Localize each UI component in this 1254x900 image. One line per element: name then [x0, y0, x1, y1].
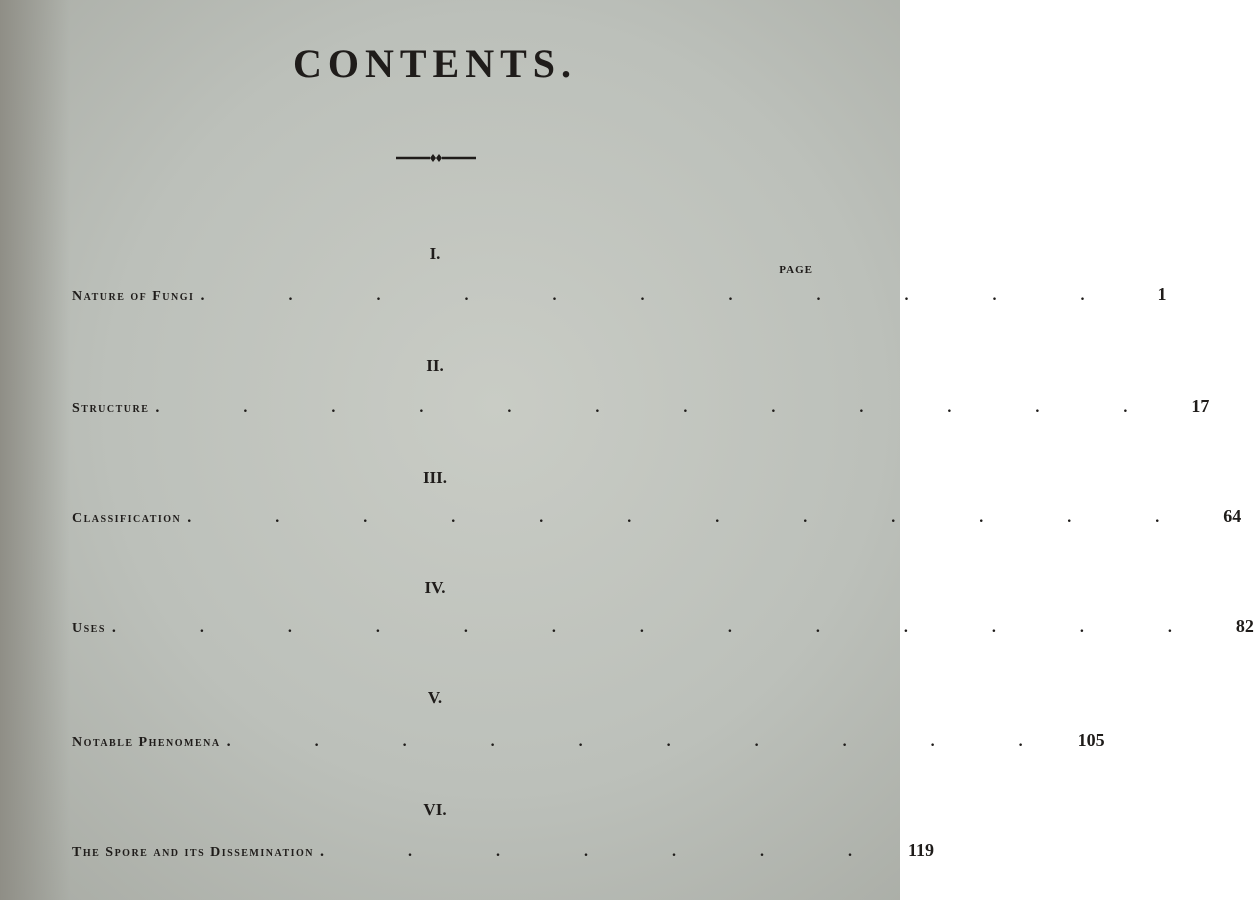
toc-page-number: 64: [1223, 506, 1242, 526]
chapter-numeral: III.: [422, 468, 448, 487]
toc-entry[interactable]: [72, 730, 1105, 754]
toc-entry[interactable]: [72, 616, 1254, 640]
toc-entry-title: Nature of Fungi: [72, 289, 195, 304]
toc-entry-title: Structure: [72, 401, 150, 416]
page-title: CONTENTS.: [292, 41, 578, 86]
chapter-numeral: V.: [427, 688, 443, 707]
toc-page-number: 105: [1077, 730, 1105, 750]
dot-leader: . . . . . . . . . .: [226, 733, 1063, 750]
dot-leader: . . . . . . . . . . . . .: [111, 619, 1212, 636]
toc-entry[interactable]: [72, 396, 1210, 420]
ornament-rule-icon: [396, 150, 476, 166]
dot-leader: . . . . . . . . . . .: [200, 287, 1125, 304]
toc-entry-title: The Spore and its Dissemination: [72, 845, 315, 860]
toc-page-number: 17: [1191, 396, 1210, 416]
toc-entry-title: Uses: [72, 621, 106, 636]
chapter-numeral: IV.: [424, 578, 446, 597]
chapter-numeral: II.: [426, 356, 444, 375]
toc-entry[interactable]: [72, 284, 1167, 308]
toc-entry[interactable]: [72, 506, 1242, 530]
toc-entry-title: Notable Phenomena: [72, 735, 221, 750]
page-column-label: PAGE: [779, 264, 813, 276]
toc-entry[interactable]: [72, 840, 935, 864]
toc-page-number: 119: [908, 840, 935, 860]
chapter-numeral: VI.: [423, 800, 447, 819]
dot-leader: . . . . . . . . . . . .: [155, 399, 1168, 416]
toc-page-number: 82: [1235, 616, 1254, 636]
toc-page-number: 1: [1157, 284, 1167, 304]
toc-entry-title: Classification: [72, 511, 182, 526]
dot-leader: . . . . . . . . . . . .: [187, 509, 1200, 526]
chapter-numeral: I.: [429, 244, 441, 263]
dot-leader: . . . . . . .: [320, 843, 893, 860]
